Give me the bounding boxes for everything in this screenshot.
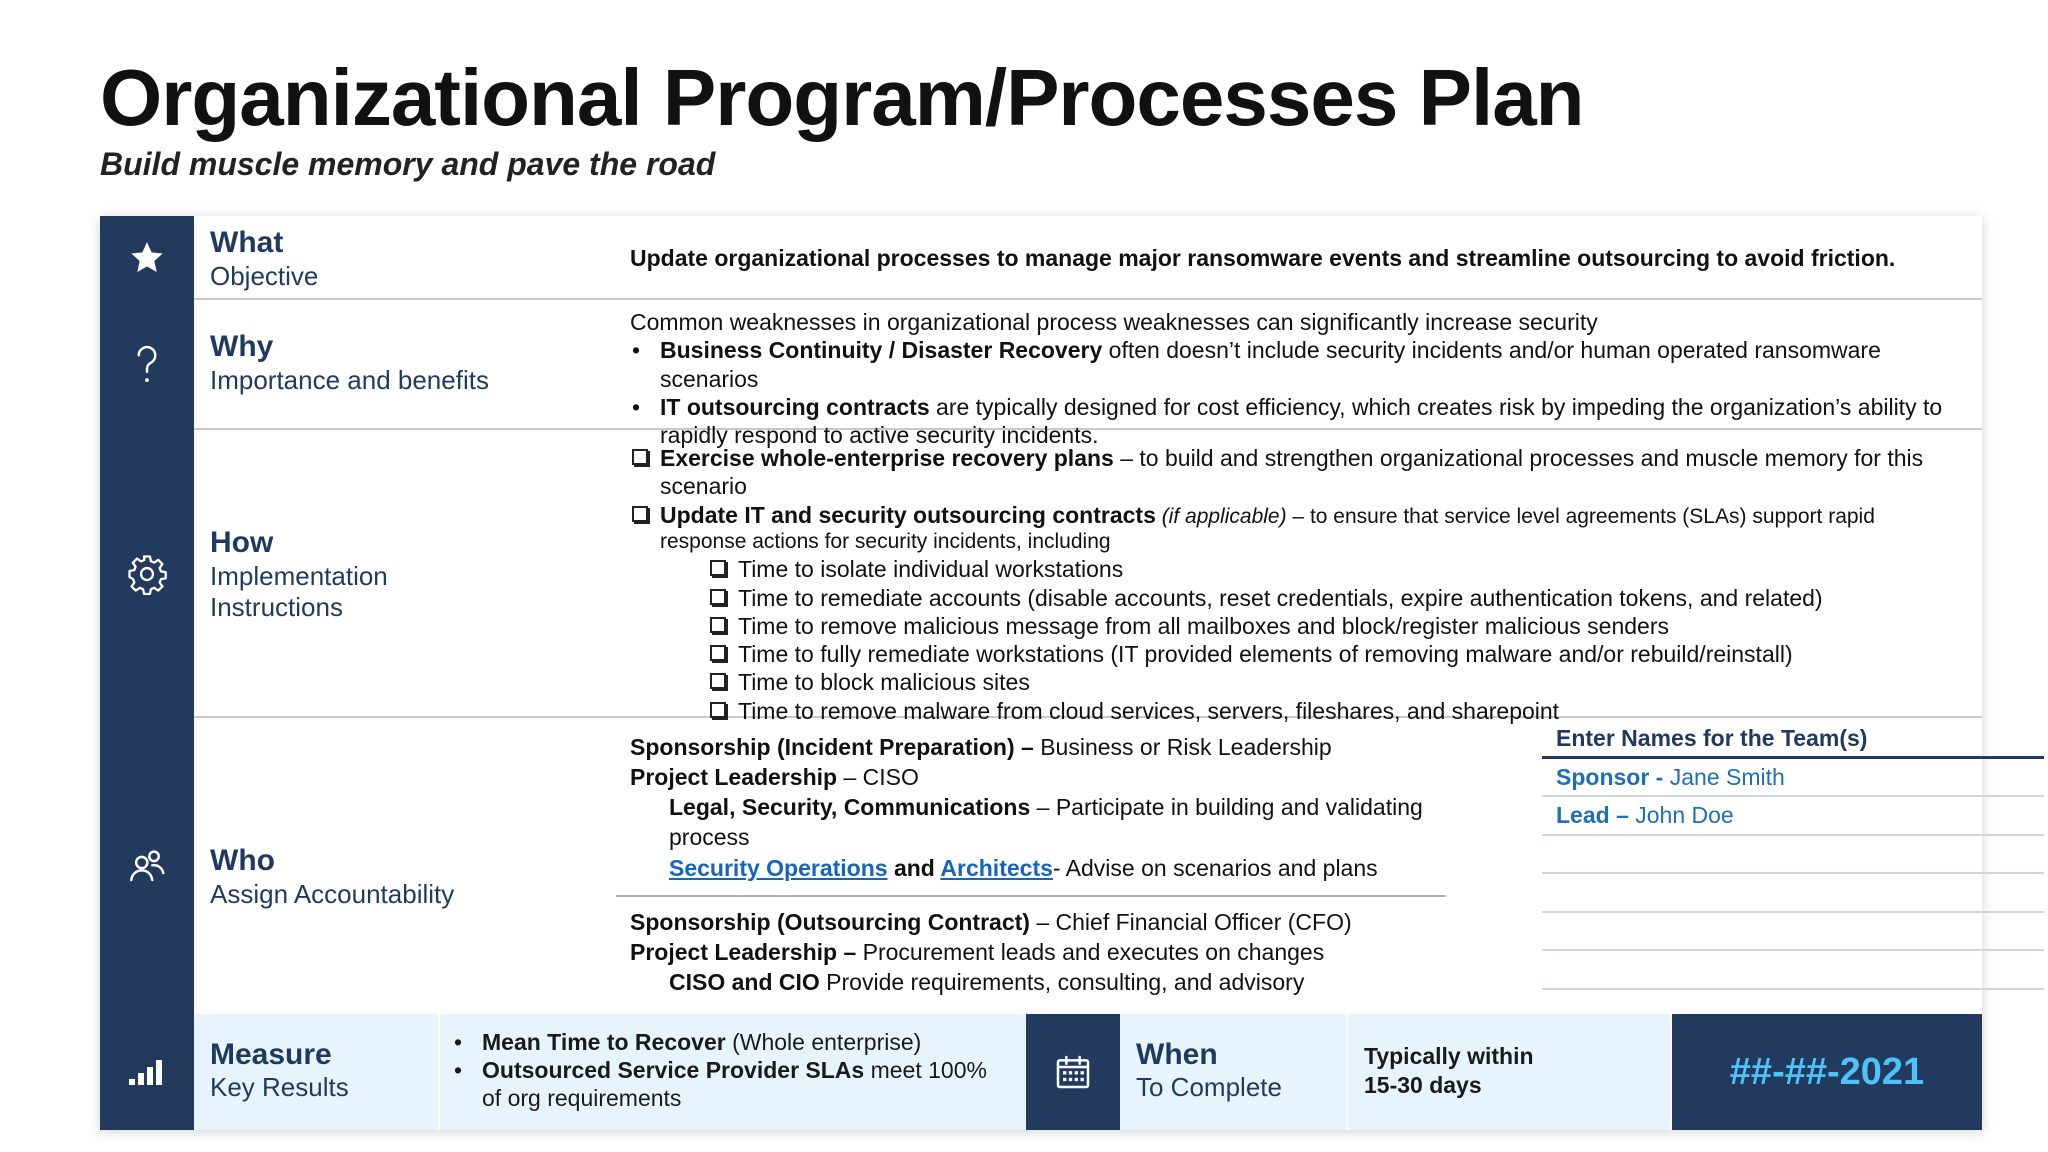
measure-result-sla-bold: Outsourced Service Provider SLAs [482,1057,865,1084]
why-bullet-bcdr [630,336,1962,393]
how-item-contracts-bold: Update IT and security outsourcing contracts [660,501,1156,528]
what-subheading: Objective [210,260,319,291]
who-ciso-cio-bold: CISO and CIO [669,968,820,995]
who-advisors-text: - Advise on scenarios and plans [1052,854,1378,881]
why-bullet-bcdr-bold: Business Continuity / Disaster Recovery [660,337,1103,364]
lead-field[interactable] [1542,797,2044,836]
team-name-blank-line[interactable] [1542,836,2044,875]
measure-subheading: Key Results [210,1072,349,1102]
what-row [194,216,1982,300]
who-subheading: Assign Accountability [210,878,455,909]
who-sponsorship-incident-bold: Sponsorship (Incident Preparation) – [630,734,1034,760]
how-item-recovery-plans-bold: Exercise whole-enterprise recovery plans [660,445,1114,471]
how-subitem-text: Time to remove malicious message from all mailboxes and block/register malicious senders [738,612,1670,639]
measure-result-mttr-bold: Mean Time to Recover [482,1029,726,1055]
security-operations-link[interactable]: Security Operations [669,854,888,881]
when-label [1120,1014,1346,1130]
when-timeframe-line2: 15-30 days [1364,1071,1482,1098]
how-subitem-text: Time to remediate accounts (disable accounts, reset credentials, expire authentication tokens, and related) [738,584,1823,611]
why-bullet-outsourcing-text: are typically designed for cost efficiency, which creates risk by impeding the organization’s ability to rapidly respond to active security incidents. [660,393,1943,449]
who-content [630,732,1460,997]
who-project-leadership-text: – CISO [837,764,919,791]
measure-label [194,1014,438,1130]
checkbox-icon [632,506,648,522]
who-sponsorship-incident-text: Business or Risk Leadership [1033,734,1332,760]
when-heading: When [1136,1038,1218,1071]
page-title: Organizational Program/Processes Plan [100,53,1584,142]
how-row [194,430,1982,724]
how-subitem-text: Time to isolate individual workstations [738,556,1124,583]
who-sponsorship-outsourcing-text: – Chief Financial Officer (CFO) [1029,908,1352,935]
lead-label: Lead – [1556,802,1629,828]
architects-link[interactable]: Architects [940,854,1053,881]
when-timeframe [1348,1014,1670,1130]
who-ciso-cio [630,967,1460,997]
who-participants-text: – Participate in building and validating process [669,794,1423,851]
how-subitem [708,640,1962,668]
measure-result-sla-text: meet 100% of org requirements [482,1057,987,1112]
why-subheading: Importance and benefits [210,364,489,395]
how-subitem-text: Time to fully remediate workstations (IT provided elements of removing malware and/or rebuild/reinstall) [738,641,1793,668]
measure-results [440,1014,1026,1130]
how-item-contracts [630,501,1962,556]
measure-result-mttr-text: (Whole enterprise) [725,1029,922,1055]
who-label [210,844,454,910]
checkbox-icon [710,702,726,718]
checkbox-icon [710,560,726,576]
why-bullet-bcdr-text: often doesn’t include security incidents and/or human operated ransomware scenarios [660,337,1881,392]
sponsor-field[interactable] [1542,759,2044,798]
team-names-header: Enter Names for the Team(s) [1542,720,2044,759]
page-subtitle: Build muscle memory and pave the road [100,146,716,182]
how-heading: How [210,526,274,559]
what-label [210,226,318,292]
who-project-leadership-outsourcing-text: Procurement leads and executes on changes [856,938,1325,965]
who-advisors-and: and [887,854,941,881]
when-timeframe-line1: Typically within [1364,1043,1534,1069]
measure-result-sla [452,1056,1006,1112]
who-project-leadership-outsourcing-bold: Project Leadership – [630,938,857,965]
who-sponsorship-outsourcing-bold: Sponsorship (Outsourcing Contract) [630,908,1030,935]
how-label [210,526,388,623]
team-name-blank-line[interactable] [1542,951,2044,990]
calendar-icon [1026,1014,1120,1130]
why-label [210,330,489,396]
team-names-form [1542,720,2044,990]
why-intro: Common weaknesses in organizational process weaknesses can significantly increase security [630,309,1598,335]
who-sponsorship-incident [630,732,1460,762]
how-subitem [708,612,1962,640]
sponsor-name: Jane Smith [1663,763,1785,790]
lead-name: John Doe [1628,802,1734,828]
how-subitem-text: Time to block malicious sites [738,669,1030,696]
who-participants [630,792,1460,852]
checkbox-icon [710,645,726,661]
why-bullet-outsourcing-bold: IT outsourcing contracts [660,393,930,420]
who-project-leadership-bold: Project Leadership [630,764,838,791]
how-subheading-1: Implementation [210,560,388,591]
how-item-recovery-plans-text: – to build and strengthen organizational processes and muscle memory for this scenario [660,445,1924,500]
why-row [194,300,1982,449]
how-item-contracts-text: – to ensure that service level agreements (SLAs) support rapid response actions for security incidents, including [660,504,1875,554]
when-subheading: To Complete [1136,1072,1282,1102]
checkbox-icon [710,617,726,633]
who-heading: Who [210,844,275,877]
who-project-leadership-outsourcing [630,937,1460,967]
who-divider [616,895,1446,897]
who-advisors [630,853,1460,883]
what-objective-text: Update organizational processes to manage major ransomware events and streamline outsourcing to avoid friction. [630,245,1896,271]
question-icon [100,300,194,430]
how-subitem [708,555,1962,583]
how-subitem [708,584,1962,612]
team-name-blank-line[interactable] [1542,874,2044,913]
plan-card [100,216,1982,1130]
icon-column [100,216,194,1014]
star-icon [100,216,194,300]
who-ciso-cio-text: Provide requirements, consulting, and advisory [819,968,1305,995]
who-project-leadership [630,762,1460,792]
team-name-blank-line[interactable] [1542,913,2044,952]
how-subheading-2: Instructions [210,591,343,622]
how-subitem-list [708,555,1962,725]
who-participants-bold: Legal, Security, Communications [669,794,1031,821]
people-icon [100,718,194,1014]
checkbox-icon [710,673,726,689]
sponsor-label: Sponsor - [1556,763,1664,790]
bottom-bar [100,1014,1982,1130]
what-heading: What [210,226,284,259]
why-heading: Why [210,330,274,363]
checkbox-icon [632,449,648,465]
why-content [630,308,1962,449]
checkbox-icon [710,589,726,605]
measure-heading: Measure [210,1038,332,1071]
how-subitem-text: Time to remove malware from cloud services, servers, fileshares, and sharepoint [738,697,1560,724]
how-item-recovery-plans [630,444,1962,501]
how-item-contracts-italic: (if applicable) [1155,504,1287,528]
how-content [630,444,1962,725]
who-sponsorship-outsourcing [630,907,1460,937]
measure-result-mttr [452,1028,1006,1056]
target-date: ##-##-2021 [1672,1014,1982,1130]
bar-chart-icon [100,1014,194,1130]
gear-icon [100,430,194,718]
how-subitem [708,668,1962,696]
who-row [194,718,1982,1014]
